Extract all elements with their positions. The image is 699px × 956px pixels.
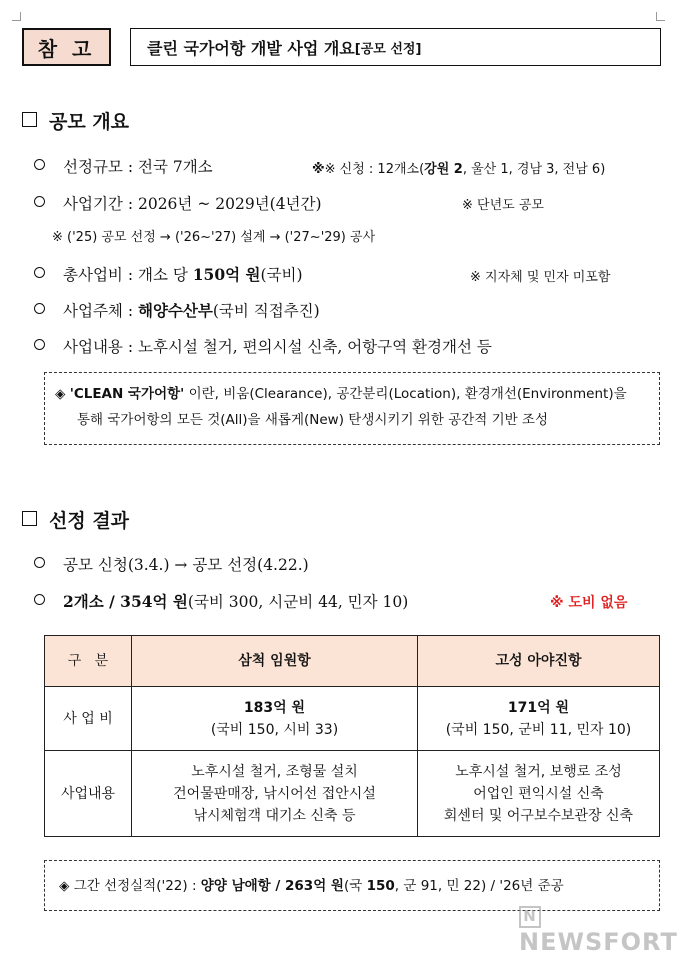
past-results-box: ◈ 그간 선정실적('22) : 양양 남애항 / 263억 원(국 150, 군 91, 민 22) / '26년 준공	[44, 860, 660, 911]
row-period: 사업기간 : 2026년 ~ 2029년(4년간)	[34, 192, 322, 214]
diamond-bullet-icon: ◈	[55, 386, 66, 402]
corner-mark-right	[656, 12, 665, 21]
cost-note: ※ 지자체 및 민자 미포함	[470, 270, 611, 285]
definition-line1: 이란, 비움(Clearance), 공간분리(Location), 환경개선(Environment)을	[184, 386, 627, 402]
document-title-suffix: [공모 선정]	[354, 41, 422, 57]
circle-bullet-icon	[34, 159, 45, 170]
table-header-row	[45, 636, 660, 687]
row-summary: 2개소 / 354억 원(국비 300, 시군비 44, 민자 10)	[34, 590, 408, 612]
row-cost: 총사업비 : 개소 당 150억 원(국비)	[34, 263, 303, 285]
header-samcheok: 삼척 임원항	[132, 636, 418, 687]
cost-cell-samcheok: 183억 원 (국비 150, 시비 33)	[132, 687, 418, 751]
content-cell-goseong: 노후시설 철거, 보행로 조성 어업인 편익시설 신축 회센터 및 어구보수보관장 신축	[418, 751, 660, 837]
reference-label-box	[22, 28, 111, 66]
content-label: 사업내용	[45, 751, 132, 837]
results-table	[44, 635, 660, 837]
newsfort-logo-icon: N	[519, 906, 541, 928]
circle-bullet-icon	[34, 303, 45, 314]
header-goseong: 고성 아야진항	[418, 636, 660, 687]
section-heading-overview: 공모 개요	[22, 107, 129, 134]
row-scale: 선정규모 : 전국 7개소	[34, 155, 213, 177]
past-label: 그간 선정실적('22) :	[73, 878, 201, 894]
cost-cell-goseong: 171억 원 (국비 150, 군비 11, 민자 10)	[418, 687, 660, 751]
title-box	[130, 28, 661, 66]
checkbox-square-icon	[22, 112, 37, 127]
circle-bullet-icon	[34, 267, 45, 278]
row-flow: 공모 신청(3.4.) → 공모 선정(4.22.)	[34, 553, 309, 575]
newsfort-watermark: NNEWSFORT	[519, 907, 678, 956]
definition-line2: 통해 국가어항의 모든 것(All)을 새롭게(New) 탄생시키기 위한 공간적 기반 조성	[77, 412, 549, 428]
schedule-note: ※ ('25) 공모 선정 → ('26~'27) 설계 → ('27~'29) 공사	[52, 230, 376, 245]
reference-label: 참 고	[37, 36, 96, 61]
circle-bullet-icon	[34, 196, 45, 207]
past-project: 양양 남애항 / 263억 원	[200, 878, 344, 894]
cost-label: 사 업 비	[45, 687, 132, 751]
circle-bullet-icon	[34, 594, 45, 605]
table-row-cost	[45, 687, 660, 751]
document-title: 클린 국가어항 개발 사업 개요	[147, 38, 355, 58]
definition-term: 'CLEAN 국가어항'	[69, 386, 185, 402]
scale-note: ※※ 신청 : 12개소(강원 2, 울산 1, 경남 3, 전남 6)	[312, 162, 606, 177]
circle-bullet-icon	[34, 557, 45, 568]
checkbox-square-icon	[22, 511, 37, 526]
definition-box	[44, 372, 660, 445]
circle-bullet-icon	[34, 339, 45, 350]
summary-note: ※ 도비 없음	[550, 595, 628, 611]
header-category: 구 분	[45, 636, 132, 687]
row-agency: 사업주체 : 해양수산부(국비 직접추진)	[34, 299, 320, 321]
section-heading-results: 선정 결과	[22, 506, 129, 533]
period-note: ※ 단년도 공모	[462, 198, 544, 213]
diamond-bullet-icon: ◈	[59, 878, 70, 894]
corner-mark-left	[12, 12, 21, 21]
content-cell-samcheok: 노후시설 철거, 조형물 설치 건어물판매장, 낚시어선 접안시설 낚시체험객 대기소 신축 등	[132, 751, 418, 837]
row-content: 사업내용 : 노후시설 철거, 편의시설 신축, 어항구역 환경개선 등	[34, 335, 492, 357]
table-row-content	[45, 751, 660, 837]
